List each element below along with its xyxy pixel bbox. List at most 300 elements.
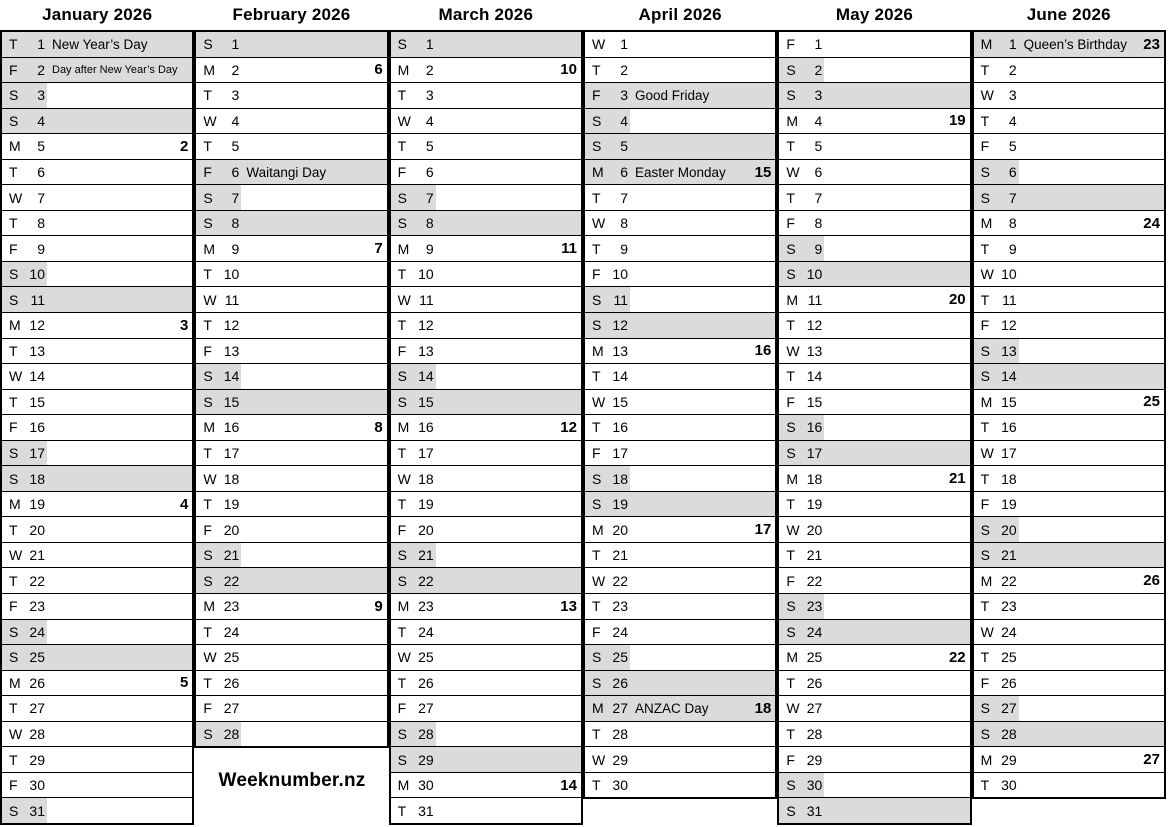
day-row [391,721,581,747]
row-spacer [824,747,969,772]
day-cell [585,134,630,159]
weekday-letter: S [9,445,19,462]
weekday-letter: W [9,189,23,206]
weekday-letter: T [591,368,601,385]
day-number: 22 [806,572,823,589]
row-spacer [1019,415,1164,440]
row-spacer [1019,58,1164,83]
day-number: 12 [418,317,434,334]
weekday-letter: F [9,777,18,794]
day-cell [779,109,824,134]
day-cell [585,236,630,261]
day-number: 4 [37,112,45,129]
day-row [779,82,969,108]
weekday-letter: T [397,138,407,155]
weekday-letter: W [397,291,411,308]
row-spacer [630,313,775,338]
day-cell [585,32,630,57]
weekday-letter: W [9,726,23,743]
weekday-letter: S [786,87,796,104]
day-number: 1 [1008,36,1017,53]
day-cell [974,517,1019,542]
day-cell [2,645,47,670]
week-number: 15 [754,163,772,181]
day-row [196,338,386,364]
weekday-letter: S [786,623,796,640]
row-spacer [630,594,775,619]
row-spacer [824,58,969,83]
row-spacer [47,185,192,210]
row-spacer [630,185,775,210]
day-row [391,593,581,619]
row-spacer [630,32,775,57]
month-title: January 2026 [42,5,153,24]
day-number: 7 [231,189,240,206]
day-row [974,210,1164,236]
week-number: 11 [561,240,577,258]
day-cell [391,671,436,696]
day-row [391,746,581,772]
row-spacer [824,594,969,619]
weekday-letter: T [591,240,601,257]
weekday-letter: T [397,317,407,334]
day-row [779,644,969,670]
row-spacer [1019,236,1164,261]
day-cell [2,262,47,287]
day-number: 26 [612,674,628,691]
holiday-label: Waitangi Day [246,164,327,180]
day-cell [391,236,436,261]
day-row [2,567,192,593]
row-spacer [1019,517,1164,542]
row-spacer [436,594,561,619]
weekday-letter: S [203,393,213,410]
day-row [974,465,1164,491]
day-cell [974,620,1019,645]
day-row [391,338,581,364]
day-cell [196,211,241,236]
row-spacer [1019,364,1164,389]
day-cell [196,58,241,83]
day-cell [196,236,241,261]
day-number: 21 [806,547,823,564]
row-spacer [436,543,581,568]
day-row [196,491,386,517]
weekday-letter: F [591,623,601,640]
weekday-letter: W [591,215,606,232]
weekday-letter: F [9,61,18,78]
row-spacer [47,313,180,338]
day-row [974,746,1164,772]
day-number: 31 [806,802,823,819]
day-cell [585,109,630,134]
row-spacer [436,262,581,287]
row-spacer [436,339,581,364]
weekday-letter: W [980,623,994,640]
month-column-january [0,0,194,827]
day-row [779,465,969,491]
weekday-letter: T [397,674,407,691]
day-row [391,542,581,568]
day-number: 25 [612,649,628,666]
day-row [779,746,969,772]
row-spacer [824,466,949,491]
day-number: 16 [612,419,628,436]
weekday-letter: M [203,419,215,436]
day-row [585,644,775,670]
day-cell [974,466,1019,491]
day-number: 30 [1001,777,1017,794]
weekday-letter: T [786,189,795,206]
day-number: 15 [418,393,434,410]
month-column-june [972,0,1166,827]
holiday-label: Good Friday [634,87,710,103]
day-number: 6 [231,164,240,180]
day-cell [585,83,630,108]
day-row [585,772,775,798]
day-row [779,389,969,415]
row-spacer [47,390,192,415]
day-row [974,389,1164,415]
day-row [779,593,969,619]
day-number: 10 [806,266,823,283]
row-spacer [241,211,386,236]
day-number: 16 [806,419,823,436]
row-spacer [241,32,386,57]
day-number: 6 [425,164,434,180]
weekday-letter: W [980,266,994,283]
row-spacer [47,415,192,440]
row-spacer [630,109,775,134]
day-cell [779,211,824,236]
day-cell [391,773,436,798]
weekday-letter: S [980,521,990,538]
weekday-letter: T [591,726,601,743]
day-number: 14 [612,368,628,385]
day-cell [196,594,241,619]
day-number: 1 [37,36,45,53]
day-row [974,286,1164,312]
row-spacer [1019,134,1164,159]
row-spacer [1019,568,1144,593]
weekday-letter: T [9,215,18,232]
row-spacer [824,492,969,517]
day-cell [779,722,824,747]
day-number: 6 [1008,164,1017,180]
day-number: 6 [620,164,628,180]
day-cell [779,492,824,517]
day-cell [585,339,630,364]
row-spacer [824,134,969,159]
row-spacer [824,798,969,823]
month-column-march [389,0,583,827]
day-cell [196,441,241,466]
weekday-letter: S [9,266,19,283]
row-spacer [47,339,192,364]
day-cell [196,390,241,415]
day-cell [196,83,241,108]
day-cell [196,339,241,364]
weekday-letter: W [203,291,217,308]
day-cell [779,441,824,466]
row-spacer [47,211,192,236]
day-row [2,108,192,134]
day-number: 17 [612,445,628,462]
day-cell [585,262,630,287]
weekday-letter: M [397,240,410,257]
day-row [2,619,192,645]
day-number: 3 [1008,87,1017,104]
day-number: 23 [612,598,628,615]
day-number: 5 [37,138,45,155]
weekday-letter: M [591,342,604,359]
day-row [585,695,775,721]
weekday-letter: S [786,266,796,283]
day-number: 30 [612,777,628,794]
day-row [779,133,969,159]
weekday-letter: T [786,317,795,334]
day-number: 1 [814,36,823,53]
day-number: 28 [1001,726,1017,743]
day-cell [585,517,630,542]
row-spacer [47,671,180,696]
day-row [585,619,775,645]
day-row [196,82,386,108]
day-number: 9 [231,240,240,257]
row-spacer [1019,287,1164,312]
weekday-letter: T [9,521,18,538]
day-number: 13 [29,342,45,359]
month-table-january [0,30,194,825]
day-number: 26 [223,674,240,691]
day-row [391,516,581,542]
day-cell [196,109,241,134]
day-row [391,235,581,261]
month-title: February 2026 [232,5,351,24]
day-number: 1 [425,36,434,53]
day-row [585,440,775,466]
row-spacer [1019,160,1164,185]
weekday-letter: S [397,189,407,206]
day-row [974,567,1164,593]
weekday-letter: F [980,496,990,513]
row-spacer [630,568,775,593]
day-row [196,695,386,721]
day-cell [196,287,241,312]
weekday-letter: T [786,726,795,743]
weekday-letter: S [397,547,407,564]
day-cell [974,160,1019,185]
day-cell [974,722,1019,747]
day-number: 17 [806,445,823,462]
day-number: 14 [418,368,434,385]
week-number: 19 [948,112,966,130]
day-row [391,695,581,721]
day-row [2,644,192,670]
day-cell [779,339,824,364]
day-row [2,440,192,466]
weekday-letter: M [786,112,798,129]
day-row [585,184,775,210]
day-row [585,746,775,772]
day-row [391,440,581,466]
weekday-letter: S [397,572,407,589]
day-number: 4 [814,112,823,129]
day-row [2,235,192,261]
weekday-letter: T [203,87,212,104]
day-cell [2,390,47,415]
day-cell [779,747,824,772]
day-number: 18 [1001,470,1017,487]
row-spacer [47,134,180,159]
day-number: 13 [806,342,823,359]
weekday-letter: F [786,215,795,232]
row-spacer [47,722,192,747]
row-spacer [630,287,775,312]
day-row [391,108,581,134]
week-number: 17 [754,521,772,539]
day-cell [779,773,824,798]
day-cell [974,594,1019,619]
row-spacer [47,568,192,593]
weekday-letter: F [397,521,407,538]
day-cell [779,313,824,338]
day-cell [2,671,47,696]
day-cell [974,83,1019,108]
row-spacer [436,160,581,185]
day-row [585,82,775,108]
day-row [974,159,1164,185]
day-cell [585,543,630,568]
day-cell [391,390,436,415]
day-number: 15 [612,393,628,410]
day-row [2,159,192,185]
day-cell [779,262,824,287]
day-row [391,644,581,670]
day-number: 16 [1001,419,1017,436]
weekday-letter: M [397,777,410,794]
weekday-letter: F [203,342,212,359]
weekday-letter: W [786,164,800,180]
row-spacer [241,543,386,568]
day-number: 28 [612,726,628,743]
day-row [196,57,386,83]
row-spacer [241,134,386,159]
row-spacer [630,390,775,415]
day-cell [196,160,241,185]
day-cell [2,441,47,466]
day-cell [585,696,630,721]
weekday-letter: T [9,164,18,180]
weekday-letter: S [397,751,407,768]
day-row [779,567,969,593]
weekday-letter: S [9,470,19,487]
day-cell [585,364,630,389]
day-row [391,210,581,236]
day-number: 13 [223,342,240,359]
weekday-letter: S [591,674,602,691]
day-row [974,312,1164,338]
row-spacer [630,415,775,440]
day-number: 8 [620,215,628,232]
day-row [2,210,192,236]
day-number: 5 [620,138,628,155]
day-number: 11 [30,291,45,308]
weekday-letter: T [980,112,990,129]
day-row [974,695,1164,721]
weekday-letter: S [9,87,19,104]
row-spacer [47,747,192,772]
day-number: 27 [806,700,823,717]
day-cell [779,185,824,210]
day-row [391,567,581,593]
day-number: 23 [223,598,240,615]
week-number: 23 [1143,35,1160,53]
day-cell [391,58,436,83]
row-spacer [630,236,775,261]
day-number: 23 [418,598,434,615]
row-spacer [630,517,755,542]
day-cell [196,543,241,568]
day-cell [2,594,47,619]
weekday-letter: S [9,649,19,666]
weekday-letter: M [397,61,410,78]
row-spacer [1019,262,1164,287]
weekday-letter: T [203,496,212,513]
day-number: 26 [806,674,823,691]
row-spacer [709,83,775,108]
weekday-letter: T [9,36,18,53]
week-number: 7 [374,240,383,258]
day-cell [2,466,47,491]
day-cell [974,339,1019,364]
weekday-letter: M [980,751,993,768]
day-row [974,363,1164,389]
day-row [196,465,386,491]
day-cell [196,568,241,593]
day-cell [974,262,1019,287]
row-spacer [824,441,969,466]
weekday-letter: W [980,445,994,462]
weekday-letter: W [9,368,23,385]
day-number: 3 [620,87,628,104]
day-row [585,593,775,619]
day-row [974,32,1164,57]
day-number: 7 [1008,189,1017,206]
day-cell [974,441,1019,466]
weekday-letter: W [591,393,606,410]
week-number: 10 [560,61,577,79]
day-row [585,57,775,83]
day-cell [2,722,47,747]
weekday-letter: T [980,61,990,78]
day-row [779,338,969,364]
day-row [779,32,969,57]
day-number: 15 [29,393,45,410]
row-spacer [436,364,581,389]
day-cell [779,798,824,823]
day-cell [779,466,824,491]
row-spacer [824,262,969,287]
day-number: 12 [1001,317,1017,334]
day-cell [391,262,436,287]
day-cell [196,517,241,542]
week-number: 18 [754,699,772,717]
day-number: 7 [620,189,628,206]
day-number: 25 [1001,649,1017,666]
day-cell [779,517,824,542]
row-spacer [241,441,386,466]
